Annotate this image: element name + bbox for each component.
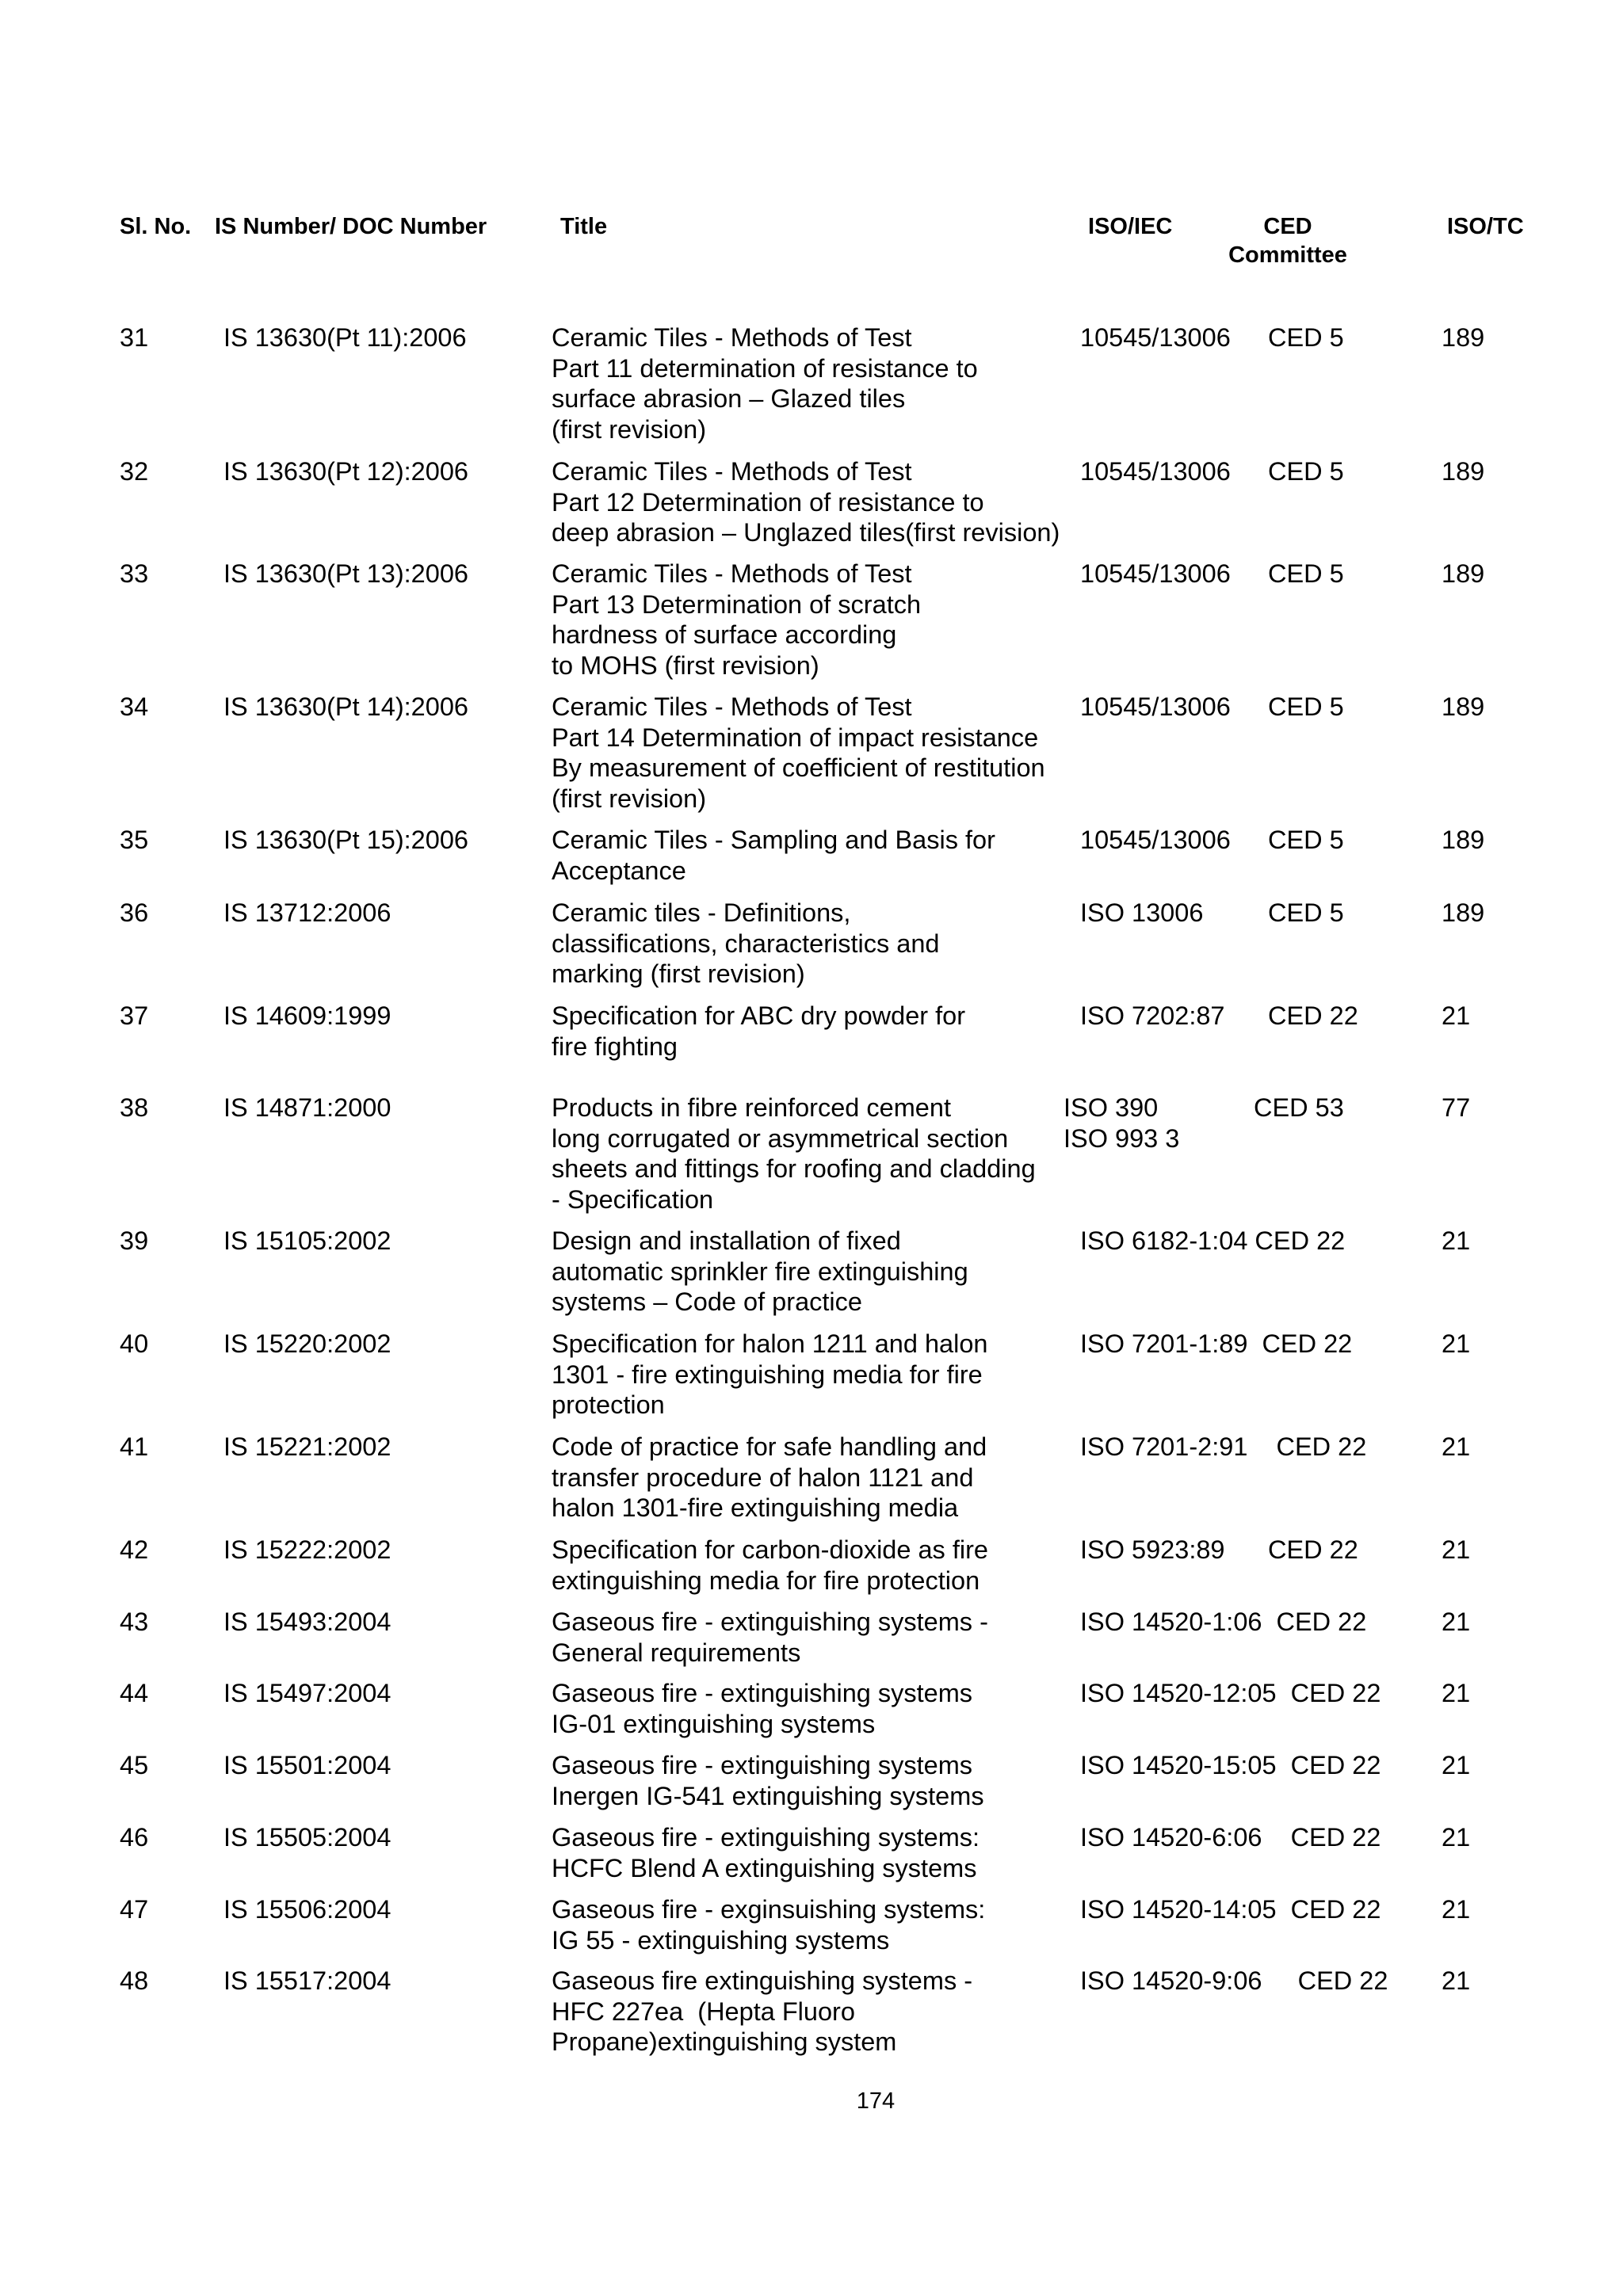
is-number: IS 15220:2002 xyxy=(223,1329,391,1358)
iso-tc: 21 xyxy=(1442,1895,1471,1924)
title-line: classifications, characteristics and xyxy=(552,929,940,958)
sl-no: 35 xyxy=(120,826,149,854)
title-line: Part 12 Determination of resistance to xyxy=(552,487,984,517)
title-line: Gaseous fire - exginsuishing systems: xyxy=(552,1895,986,1924)
ced-committee: CED 22 xyxy=(1268,1001,1358,1030)
title xyxy=(552,559,921,681)
sl-no: 37 xyxy=(120,1001,149,1030)
title-line: Ceramic Tiles - Methods of Test xyxy=(552,692,912,721)
iso-tc: 189 xyxy=(1442,559,1485,588)
title-line: surface abrasion – Glazed tiles xyxy=(552,384,906,413)
is-number: IS 13630(Pt 12):2006 xyxy=(223,457,468,486)
title-line: Part 13 Determination of scratch xyxy=(552,589,922,619)
sl-no: 46 xyxy=(120,1823,149,1852)
sl-no: 32 xyxy=(120,457,149,486)
iso-ced: ISO 6182-1:04 CED 22 xyxy=(1080,1226,1346,1255)
iso-iec: ISO 5923:89 xyxy=(1080,1535,1225,1564)
sl-no: 44 xyxy=(120,1679,149,1707)
iso-tc: 21 xyxy=(1442,1535,1471,1564)
ced-committee: CED 5 xyxy=(1268,559,1344,588)
ced-committee: CED 5 xyxy=(1268,898,1344,927)
sl-no: 40 xyxy=(120,1329,149,1358)
iso-iec: ISO 7202:87 xyxy=(1080,1001,1225,1030)
ced-committee: CED 22 xyxy=(1268,1535,1358,1564)
title-line: Part 14 Determination of impact resistance xyxy=(552,723,1039,752)
title xyxy=(552,1535,988,1596)
iso-iec: 10545/13006 xyxy=(1080,323,1231,352)
title-line: Specification for carbon-dioxide as fire xyxy=(552,1535,988,1564)
title-line: long corrugated or asymmetrical section xyxy=(552,1123,1009,1153)
title-line: General requirements xyxy=(552,1638,801,1667)
title-line: (first revision) xyxy=(552,414,707,444)
title-line: - Specification xyxy=(552,1184,714,1214)
title-line: Gaseous fire - extinguishing systems xyxy=(552,1751,973,1779)
title-line: HFC 227ea (Hepta Fluoro xyxy=(552,1997,855,2026)
iso-tc: 189 xyxy=(1442,692,1485,721)
iso-iec: 10545/13006 xyxy=(1080,457,1231,486)
is-number: IS 15506:2004 xyxy=(223,1895,391,1924)
sl-no: 36 xyxy=(120,898,149,927)
iso-tc: 189 xyxy=(1442,457,1485,486)
iso-iec: 10545/13006 xyxy=(1080,692,1231,721)
title xyxy=(552,322,978,444)
header-iso-tc: ISO/TC xyxy=(1447,214,1524,239)
sl-no: 39 xyxy=(120,1226,149,1255)
title xyxy=(552,1432,987,1524)
header-ced-committee xyxy=(1221,212,1354,269)
is-number: IS 15501:2004 xyxy=(223,1751,391,1779)
sl-no: 48 xyxy=(120,1966,149,1995)
header-ced-line1: CED xyxy=(1263,214,1312,239)
iso-iec: ISO 13006 xyxy=(1080,898,1204,927)
page-number: 174 xyxy=(856,2088,896,2114)
title-line: IG-01 extinguishing systems xyxy=(552,1709,876,1738)
iso-tc: 21 xyxy=(1442,1608,1471,1636)
title xyxy=(552,456,1060,548)
title-line: 1301 - fire extinguishing media for fire xyxy=(552,1360,983,1389)
header-title: Title xyxy=(560,214,608,239)
title xyxy=(552,825,995,886)
sl-no: 31 xyxy=(120,323,149,352)
sl-no: 42 xyxy=(120,1535,149,1564)
header-is-number: IS Number/ DOC Number xyxy=(215,214,487,239)
iso-tc: 21 xyxy=(1442,1329,1471,1358)
title-line: Ceramic Tiles - Methods of Test xyxy=(552,559,912,588)
is-number: IS 14871:2000 xyxy=(223,1093,391,1122)
title-line: Specification for halon 1211 and halon xyxy=(552,1329,988,1358)
sl-no: 33 xyxy=(120,559,149,588)
title xyxy=(552,898,940,990)
title-line: Code of practice for safe handling and xyxy=(552,1432,987,1461)
is-number: IS 15105:2002 xyxy=(223,1226,391,1255)
header-ced-line2: Committee xyxy=(1228,242,1347,268)
title-line: Ceramic tiles - Definitions, xyxy=(552,898,851,927)
title-line: deep abrasion – Unglazed tiles(first revision) xyxy=(552,518,1060,547)
title xyxy=(552,1822,980,1883)
ced-committee: CED 5 xyxy=(1268,457,1344,486)
iso-tc: 21 xyxy=(1442,1679,1471,1707)
sl-no: 47 xyxy=(120,1895,149,1924)
title-line: transfer procedure of halon 1121 and xyxy=(552,1463,974,1492)
title-line: Gaseous fire extinguishing systems - xyxy=(552,1966,973,1995)
iso-line: ISO 993 3 xyxy=(1064,1123,1180,1153)
title-line: to MOHS (first revision) xyxy=(552,650,819,680)
title-line: Design and installation of fixed xyxy=(552,1226,901,1255)
iso-ced: ISO 14520-9:06 CED 22 xyxy=(1080,1966,1388,1995)
is-number: IS 13630(Pt 15):2006 xyxy=(223,826,468,854)
is-number: IS 13630(Pt 13):2006 xyxy=(223,559,468,588)
title-line: Gaseous fire - extinguishing systems: xyxy=(552,1823,980,1852)
is-number: IS 15505:2004 xyxy=(223,1823,391,1852)
iso-ced: ISO 14520-15:05 CED 22 xyxy=(1080,1751,1381,1779)
title-line: hardness of surface according xyxy=(552,620,897,649)
title-line: sheets and fittings for roofing and cladding xyxy=(552,1154,1036,1183)
ced-committee: CED 5 xyxy=(1268,692,1344,721)
title-line: HCFC Blend A extinguishing systems xyxy=(552,1853,977,1882)
title xyxy=(552,692,1045,814)
title-line: Gaseous fire - extinguishing systems - xyxy=(552,1608,988,1636)
title xyxy=(552,1966,972,2058)
title xyxy=(552,1894,985,1955)
title xyxy=(552,1329,988,1421)
sl-no: 34 xyxy=(120,692,149,721)
title-line: Inergen IG-541 extinguishing systems xyxy=(552,1781,984,1810)
title-line: Propane)extinguishing system xyxy=(552,2027,897,2056)
title-line: Gaseous fire - extinguishing systems xyxy=(552,1679,973,1707)
is-number: IS 13630(Pt 14):2006 xyxy=(223,692,468,721)
iso-tc: 21 xyxy=(1442,1432,1471,1461)
title-line: extinguishing media for fire protection xyxy=(552,1566,980,1595)
title-line: Products in fibre reinforced cement xyxy=(552,1093,951,1122)
iso-tc: 21 xyxy=(1442,1226,1471,1255)
iso-tc: 77 xyxy=(1442,1093,1471,1122)
title-line: Ceramic Tiles - Sampling and Basis for xyxy=(552,826,995,854)
iso-ced: ISO 14520-14:05 CED 22 xyxy=(1080,1895,1381,1924)
iso-iec: 10545/13006 xyxy=(1080,559,1231,588)
ced-committee: CED 5 xyxy=(1268,826,1344,854)
iso-ced: ISO 7201-1:89 CED 22 xyxy=(1080,1329,1353,1358)
title-line: By measurement of coefficient of restitution xyxy=(552,753,1045,782)
iso-tc: 189 xyxy=(1442,898,1485,927)
is-number: IS 14609:1999 xyxy=(223,1001,391,1030)
title-line: halon 1301-fire extinguishing media xyxy=(552,1493,959,1522)
iso-tc: 189 xyxy=(1442,323,1485,352)
title-line: Ceramic Tiles - Methods of Test xyxy=(552,457,912,486)
ced-committee: CED 53 xyxy=(1254,1093,1344,1122)
title-line: systems – Code of practice xyxy=(552,1287,862,1316)
is-number: IS 13712:2006 xyxy=(223,898,391,927)
is-number: IS 15222:2002 xyxy=(223,1535,391,1564)
iso-ced: ISO 7201-2:91 CED 22 xyxy=(1080,1432,1367,1461)
iso-tc: 21 xyxy=(1442,1751,1471,1779)
header-sl-no: Sl. No. xyxy=(120,214,192,239)
title-line: fire fighting xyxy=(552,1032,678,1061)
title xyxy=(552,1093,1036,1215)
iso-iec xyxy=(1064,1093,1179,1154)
is-number: IS 13630(Pt 11):2006 xyxy=(223,323,467,352)
title xyxy=(552,1001,965,1062)
iso-tc: 21 xyxy=(1442,1966,1471,1995)
title-line: Part 11 determination of resistance to xyxy=(552,353,978,383)
iso-tc: 21 xyxy=(1442,1001,1471,1030)
title-line: Acceptance xyxy=(552,856,686,885)
iso-ced: ISO 14520-1:06 CED 22 xyxy=(1080,1608,1367,1636)
title-line: Specification for ABC dry powder for xyxy=(552,1001,966,1030)
is-number: IS 15493:2004 xyxy=(223,1608,391,1636)
title xyxy=(552,1607,988,1668)
iso-ced: ISO 14520-6:06 CED 22 xyxy=(1080,1823,1381,1852)
header-iso-iec: ISO/IEC xyxy=(1088,214,1173,239)
sl-no: 45 xyxy=(120,1751,149,1779)
iso-tc: 189 xyxy=(1442,826,1485,854)
is-number: IS 15221:2002 xyxy=(223,1432,391,1461)
iso-iec: 10545/13006 xyxy=(1080,826,1231,854)
iso-tc: 21 xyxy=(1442,1823,1471,1852)
ced-committee: CED 5 xyxy=(1268,323,1344,352)
title-line: IG 55 - extinguishing systems xyxy=(552,1925,890,1955)
title xyxy=(552,1678,972,1739)
sl-no: 38 xyxy=(120,1093,149,1122)
title-line: marking (first revision) xyxy=(552,959,805,988)
title-line: automatic sprinkler fire extinguishing xyxy=(552,1257,968,1286)
sl-no: 43 xyxy=(120,1608,149,1636)
is-number: IS 15517:2004 xyxy=(223,1966,391,1995)
title-line: (first revision) xyxy=(552,784,707,813)
is-number: IS 15497:2004 xyxy=(223,1679,391,1707)
title xyxy=(552,1226,968,1318)
title-line: Ceramic Tiles - Methods of Test xyxy=(552,323,912,352)
title-line: protection xyxy=(552,1390,665,1419)
title xyxy=(552,1750,984,1811)
sl-no: 41 xyxy=(120,1432,149,1461)
iso-line: ISO 390 xyxy=(1064,1093,1159,1122)
iso-ced: ISO 14520-12:05 CED 22 xyxy=(1080,1679,1381,1707)
